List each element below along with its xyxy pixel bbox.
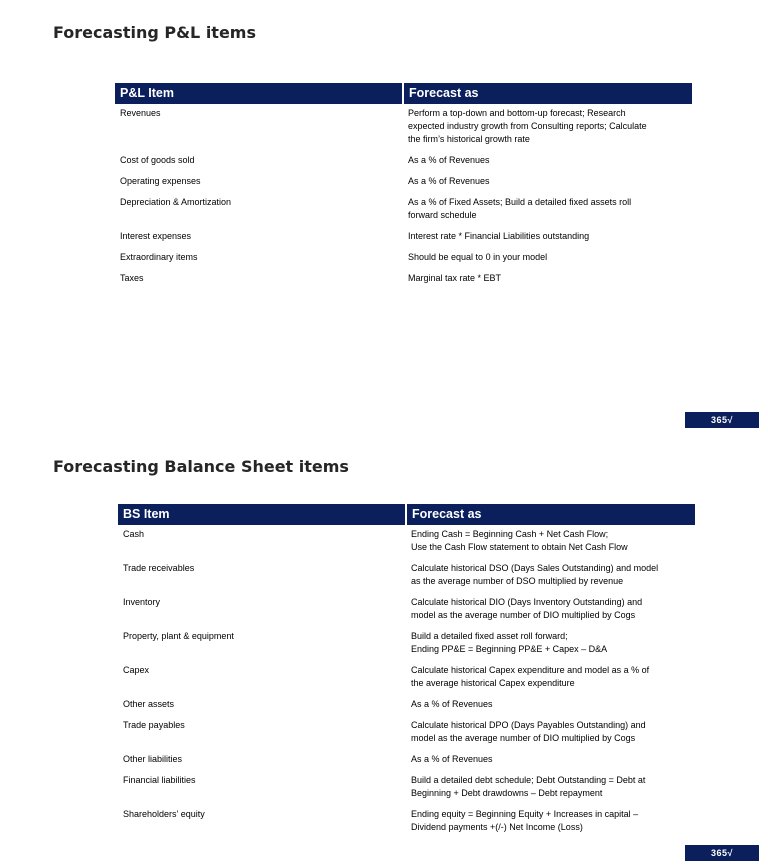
item-cell: Other assets bbox=[123, 699, 175, 709]
table-row bbox=[118, 750, 695, 771]
forecast-cell: Build a detailed debt schedule; Debt Outstanding = Debt at Beginning + Debt drawdowns – Debt repayment bbox=[411, 775, 646, 798]
item-cell: Other liabilities bbox=[123, 754, 183, 764]
table-row bbox=[115, 227, 692, 248]
slide-title: Forecasting P&L items bbox=[53, 23, 256, 42]
item-cell: Trade receivables bbox=[123, 563, 195, 573]
table-row bbox=[115, 151, 692, 172]
slide-bs-items bbox=[0, 434, 768, 866]
header-forecast: Forecast as bbox=[406, 504, 695, 525]
header-item: BS Item bbox=[118, 504, 406, 525]
table-row bbox=[115, 104, 692, 151]
forecast-cell: Calculate historical Capex expenditure and model as a % of the average historical Capex expenditure bbox=[411, 665, 650, 688]
forecast-cell: Calculate historical DSO (Days Sales Outstanding) and model as the average number of DSO multiplied by revenue bbox=[411, 563, 659, 586]
table-row bbox=[118, 525, 695, 559]
table-row bbox=[118, 695, 695, 716]
table-header-row bbox=[115, 83, 692, 104]
forecast-cell: Perform a top-down and bottom-up forecast; Research expected industry growth from Consulting reports; Calculate the firm’s historical growth rate bbox=[408, 108, 647, 144]
forecast-cell: As a % of Revenues bbox=[408, 155, 490, 165]
forecast-cell: Ending Cash = Beginning Cash + Net Cash Flow; Use the Cash Flow statement to obtain Net Cash Flow bbox=[411, 529, 628, 552]
table-row bbox=[118, 559, 695, 593]
item-cell: Financial liabilities bbox=[123, 775, 196, 785]
item-cell: Shareholders’ equity bbox=[123, 809, 205, 819]
item-cell: Property, plant & equipment bbox=[123, 631, 234, 641]
forecast-cell: As a % of Fixed Assets; Build a detailed fixed assets roll forward schedule bbox=[408, 197, 632, 220]
forecast-cell: As a % of Revenues bbox=[408, 176, 490, 186]
item-cell: Inventory bbox=[123, 597, 161, 607]
item-cell: Extraordinary items bbox=[120, 252, 198, 262]
bs-forecast-table bbox=[118, 504, 695, 839]
header-item: P&L Item bbox=[115, 83, 403, 104]
table-row bbox=[118, 771, 695, 805]
table-row bbox=[115, 193, 692, 227]
item-cell: Cash bbox=[123, 529, 145, 539]
brand-logo: 365√ bbox=[685, 412, 759, 428]
table-row bbox=[118, 716, 695, 750]
table-header-row bbox=[118, 504, 695, 525]
item-cell: Operating expenses bbox=[120, 176, 201, 186]
slide-title: Forecasting Balance Sheet items bbox=[53, 457, 349, 476]
table-row bbox=[118, 805, 695, 839]
item-cell: Taxes bbox=[120, 273, 144, 283]
table-row bbox=[115, 248, 692, 269]
item-cell: Interest expenses bbox=[120, 231, 192, 241]
item-cell: Cost of goods sold bbox=[120, 155, 195, 165]
table-row bbox=[115, 172, 692, 193]
table-row bbox=[118, 593, 695, 627]
table-row bbox=[118, 661, 695, 695]
forecast-cell: Interest rate * Financial Liabilities outstanding bbox=[408, 231, 590, 241]
slide-pl-items bbox=[0, 0, 768, 432]
forecast-cell: Marginal tax rate * EBT bbox=[408, 273, 502, 283]
forecast-cell: Ending equity = Beginning Equity + Increases in capital – Dividend payments +(/-) Net Income (Loss) bbox=[411, 809, 639, 832]
header-forecast: Forecast as bbox=[403, 83, 692, 104]
table-row bbox=[115, 269, 692, 290]
forecast-cell: Build a detailed fixed asset roll forward; Ending PP&E = Beginning PP&E + Capex – D&A bbox=[411, 631, 608, 654]
forecast-cell: As a % of Revenues bbox=[411, 699, 493, 709]
table-row bbox=[118, 627, 695, 661]
forecast-cell: Calculate historical DIO (Days Inventory Outstanding) and model as the average number of DIO multiplied by Cogs bbox=[411, 597, 643, 620]
forecast-cell: As a % of Revenues bbox=[411, 754, 493, 764]
item-cell: Capex bbox=[123, 665, 150, 675]
forecast-cell: Should be equal to 0 in your model bbox=[408, 252, 548, 262]
item-cell: Depreciation & Amortization bbox=[120, 197, 232, 207]
brand-logo: 365√ bbox=[685, 845, 759, 861]
forecast-cell: Calculate historical DPO (Days Payables Outstanding) and model as the average number of DIO multiplied by Cogs bbox=[411, 720, 646, 743]
item-cell: Trade payables bbox=[123, 720, 185, 730]
pl-forecast-table bbox=[115, 83, 692, 290]
item-cell: Revenues bbox=[120, 108, 161, 118]
